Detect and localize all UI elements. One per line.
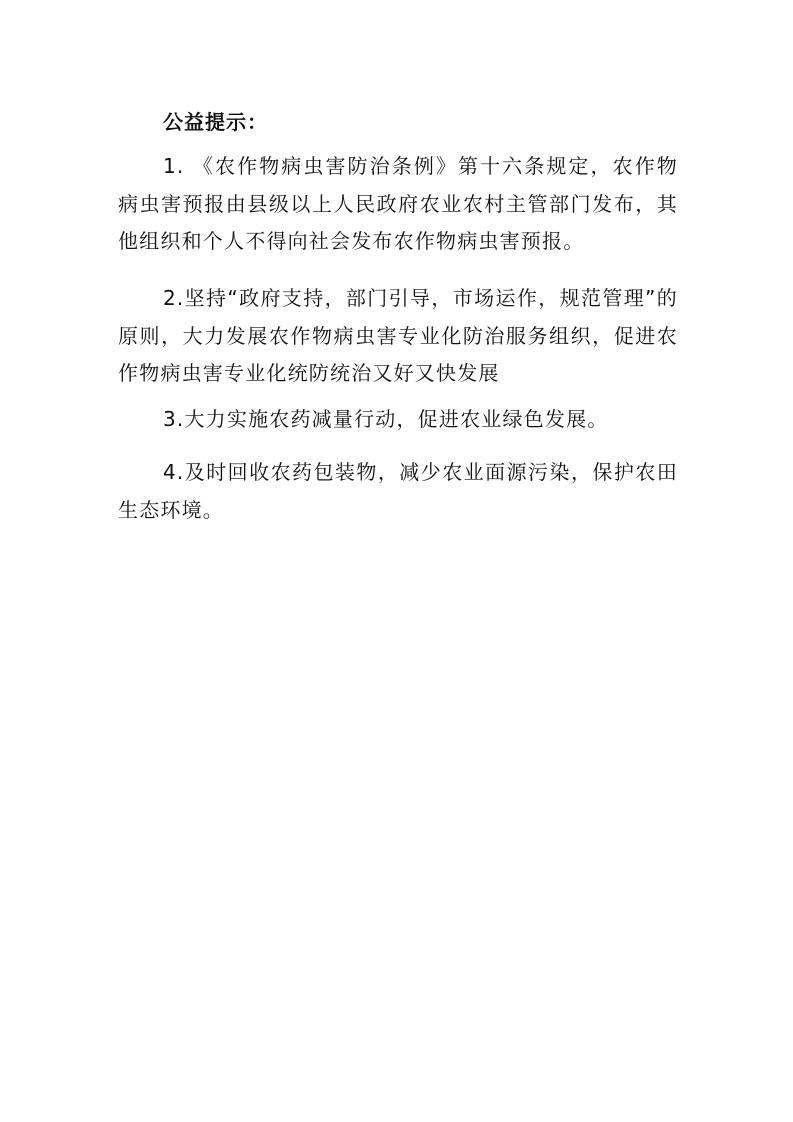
notice-heading: 公益提示： [163,110,268,134]
notice-item-3: 3.大力实施农药减量行动，促进农业绿色发展。 [163,407,609,431]
notice-item-2: 2.坚持“政府支持，部门引导，市场运作，规范管理”的原则，大力发展农作物病虫害专业化防治服务组织，促进农作物病虫害专业化统防统治又好又快发展 [118,286,678,385]
notice-item-1: 1. 《农作物病虫害防治条例》第十六条规定，农作物病虫害预报由县级以上人民政府农业农村主管部门发布，其他组织和个人不得向社会发布农作物病虫害预报。 [118,154,678,253]
notice-item-4: 4.及时回收农药包装物，减少农业面源污染，保护农田生态环境。 [118,460,678,522]
